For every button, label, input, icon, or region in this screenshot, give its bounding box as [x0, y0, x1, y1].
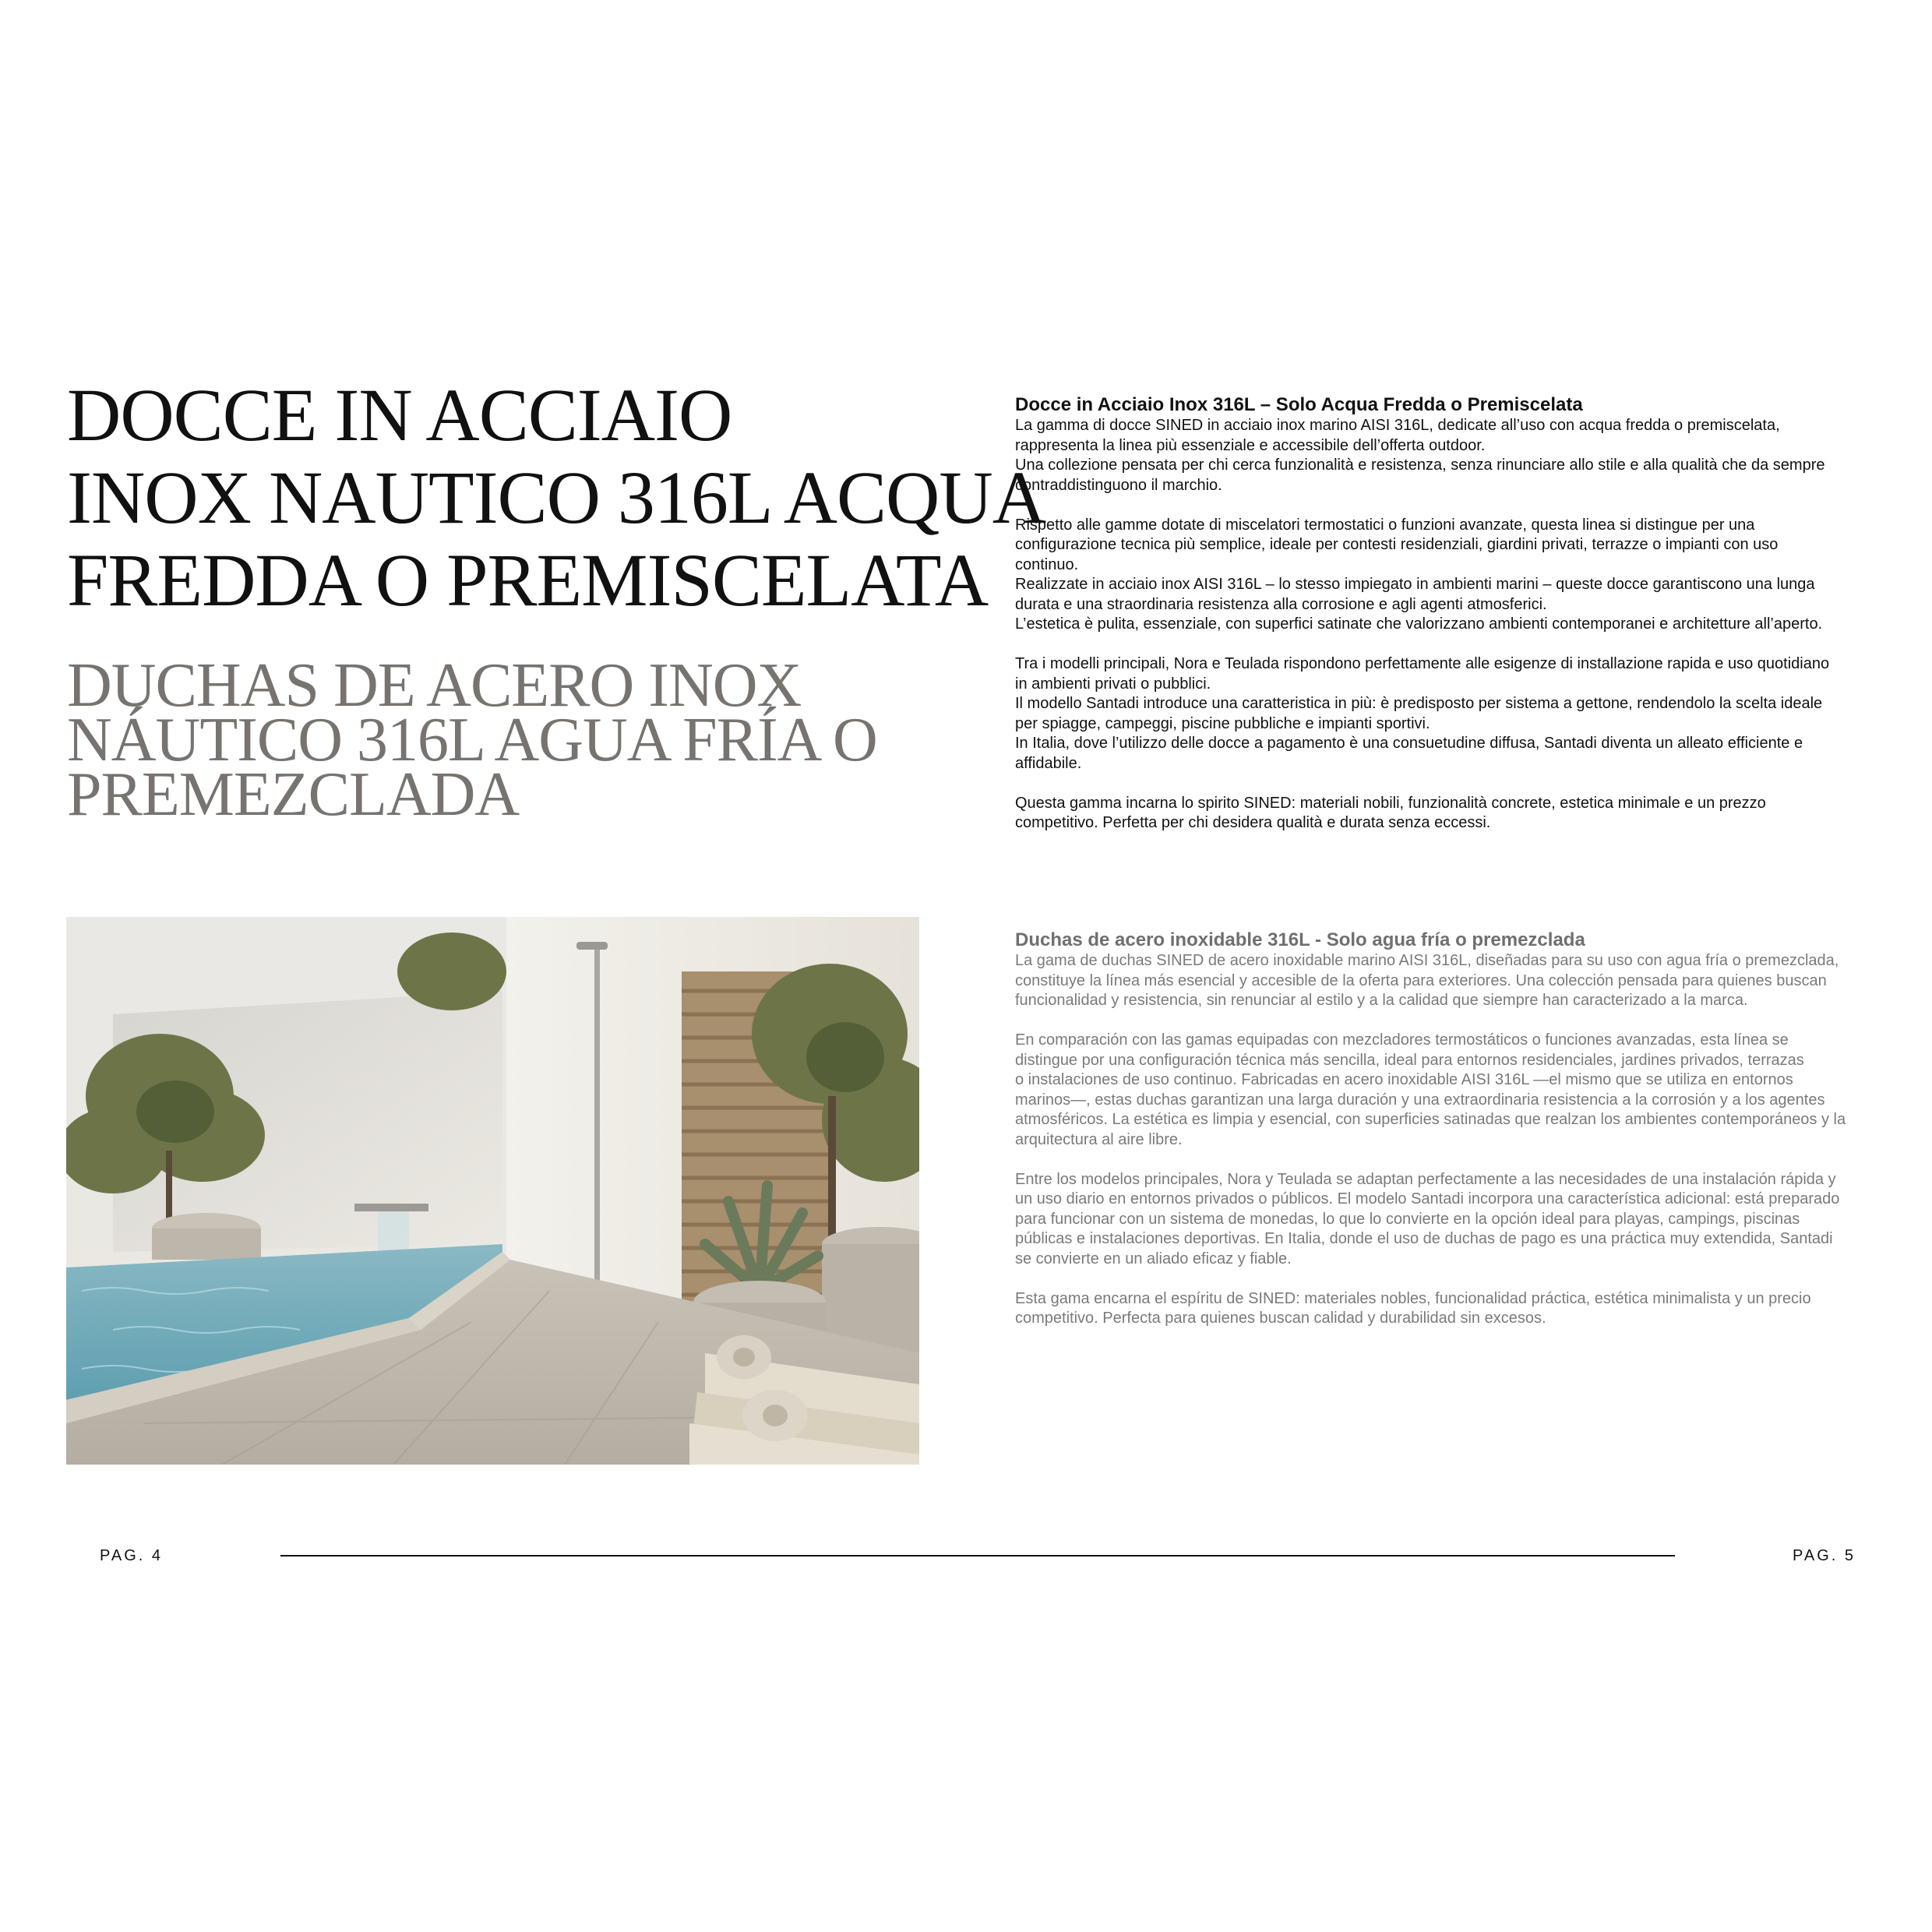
it-text-line: Realizzate in acciaio inox AISI 316L – lo stesso impiegato in ambienti marini – queste docce garantiscono una lunga: [1015, 576, 1815, 593]
es-text-line: o instalaciones de uso continuo. Fabricadas en acero inoxidable AISI 316L —el mismo que se utiliza en entornos: [1015, 1071, 1793, 1088]
it-text-line: L’estetica è pulita, essenziale, con superfici satinate che valorizzano ambienti contemporanei e architetture all’aperto.: [1015, 615, 1823, 633]
title-spanish-line: PREMEZCLADA: [67, 760, 520, 829]
title-italian-line: FREDDA O PREMISCELATA: [67, 538, 989, 622]
italian-heading: Docce in Acciaio Inox 316L – Solo Acqua Fredda o Premiscelata: [1015, 394, 1583, 415]
es-text-line: Entre los modelos principales, Nora y Teulada se adaptan perfectamente a las necesidades de una instalación rápida y: [1015, 1170, 1836, 1188]
it-text-line: Tra i modelli principali, Nora e Teulada rispondono perfettamente alle esigenze di installazione rapida e uso quotidiano: [1015, 655, 1830, 672]
es-text-line: La gama de duchas SINED de acero inoxidable marino AISI 316L, diseñadas para su uso con agua fría o premezclada,: [1015, 952, 1839, 969]
outdoor-shower-pool-photo: [66, 917, 919, 1465]
it-text-line: contraddistinguono il marchio.: [1015, 476, 1222, 494]
it-text-line: rappresenta la linea più essenziale e accessibile dell’offerta outdoor.: [1015, 436, 1486, 454]
it-text-line: affidabile.: [1015, 754, 1082, 772]
it-text-line: Una collezione pensata per chi cerca funzionalità e resistenza, senza rinunciare allo stile e alla qualità che da sempre: [1015, 457, 1825, 474]
it-text-line: Rispetto alle gamme dotate di miscelatori termostatici o funzioni avanzate, questa linea si distingue per una: [1015, 516, 1755, 534]
es-paragraph: [1015, 1170, 1880, 1270]
it-text-line: La gamma di docce SINED in acciaio inox marino AISI 316L, dedicate all’uso con acqua fredda o premiscelata,: [1015, 417, 1780, 434]
es-text-line: para funcionar con un sistema de monedas, lo que lo convierte en la opción ideal para playas, campings, piscinas: [1015, 1210, 1800, 1228]
title-spanish: [67, 651, 986, 829]
es-text-line: atmosféricos. La estética es limpia y esencial, con superficies satinadas que realzan los ambientes contemporáneos y la: [1015, 1111, 1846, 1128]
es-text-line: En comparación con las gamas equipadas con mezcladores termostáticos o funciones avanzadas, esta línea se: [1015, 1031, 1789, 1049]
it-paragraph: [1015, 416, 1880, 495]
italian-paragraphs: [1015, 416, 1880, 834]
spanish-text-column: [1015, 929, 1880, 1349]
title-spanish-line: DUCHAS DE ACERO INOX: [67, 651, 802, 720]
title-spanish-line: NÁUTICO 316L AGUA FRÍA O: [67, 706, 877, 774]
it-paragraph: [1015, 516, 1880, 635]
es-text-line: distingue por una configuración técnica más sencilla, ideal para entornos residenciales, jardines privados, terrazas: [1015, 1051, 1804, 1069]
es-paragraph: [1015, 951, 1880, 1011]
es-text-line: públicas e instalaciones deportivas. En Italia, donde el uso de duchas de pago es una práctica muy extendida, Santadi: [1015, 1230, 1833, 1247]
it-text-line: configurazione tecnica più semplice, ideale per contesti residenziali, giardini privati, terrazze o impianti con uso: [1015, 536, 1779, 553]
it-text-line: in ambienti privati o pubblici.: [1015, 675, 1211, 693]
it-text-line: Questa gamma incarna lo spirito SINED: materiali nobili, funzionalità concrete, estetica minimale e un prezzo: [1015, 794, 1766, 812]
es-paragraph: [1015, 1031, 1880, 1150]
es-text-line: arquitectura al aire libre.: [1015, 1130, 1183, 1148]
footer-divider: [280, 1555, 1675, 1557]
spanish-heading: Duchas de acero inoxidable 316L - Solo agua fría o premezclada: [1015, 929, 1585, 950]
page-number-left: PAG. 4: [100, 1547, 163, 1564]
it-paragraph: [1015, 654, 1880, 774]
es-text-line: se convierte en un aliado eficaz y fiable.: [1015, 1250, 1292, 1267]
it-text-line: per spiagge, campeggi, piscine pubbliche e impianti sportivi.: [1015, 714, 1430, 732]
it-paragraph: [1015, 794, 1880, 834]
page-number-right: PAG. 5: [1793, 1547, 1856, 1564]
spanish-paragraphs: [1015, 951, 1880, 1329]
es-text-line: un uso diario en entornos privados o públicos. El modelo Santadi incorpora una característica adicional: está preparado: [1015, 1190, 1840, 1208]
es-paragraph: [1015, 1289, 1880, 1329]
it-text-line: Il modello Santadi introduce una caratteristica in più: è predisposto per sistema a gettone, rendendolo la scelta ideale: [1015, 695, 1823, 712]
it-text-line: durata e una straordinaria resistenza alla corrosione e agli agenti atmosferici.: [1015, 595, 1547, 613]
it-text-line: competitivo. Perfetta per chi desidera qualità e durata senza eccessi.: [1015, 814, 1491, 831]
it-text-line: continuo.: [1015, 555, 1079, 573]
italian-text-column: [1015, 394, 1880, 853]
es-text-line: competitivo. Perfecta para quienes buscan calidad y durabilidad sin excesos.: [1015, 1310, 1546, 1327]
title-italian-line: INOX NAUTICO 316L ACQUA: [67, 456, 1046, 539]
es-text-line: marinos—, estas duchas garantizan una larga duración y una extraordinaria resistencia a la corrosión y a los agentes: [1015, 1091, 1825, 1109]
title-italian: [67, 373, 1046, 622]
es-text-line: funcionalidad y resistencia, sin renunciar al estilo y a la calidad que siempre han caracterizado a la marca.: [1015, 992, 1748, 1009]
it-text-line: In Italia, dove l’utilizzo delle docce a pagamento è una consuetudine diffusa, Santadi diventa un alleato efficiente e: [1015, 735, 1803, 752]
title-italian-line: DOCCE IN ACCIAIO: [67, 373, 732, 457]
es-text-line: Esta gama encarna el espíritu de SINED: materiales nobles, funcionalidad práctica, estética minimalista y un precio: [1015, 1289, 1811, 1307]
es-text-line: constituye la línea más esencial y accesible de la oferta para exteriores. Una colección pensada para quienes buscan: [1015, 971, 1827, 989]
